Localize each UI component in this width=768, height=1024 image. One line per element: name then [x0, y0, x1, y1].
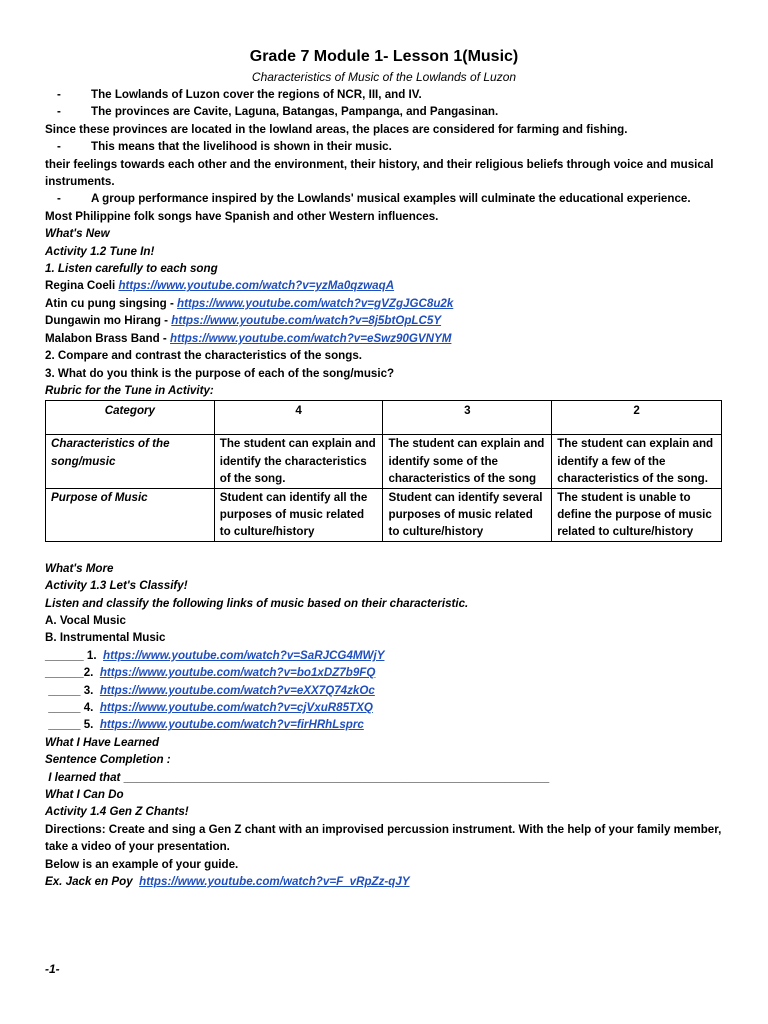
page-number: -1- [45, 962, 60, 976]
learned-heading: What I Have Learned [45, 735, 160, 749]
classify-link[interactable]: https://www.youtube.com/watch?v=cjVxuR85TXQ [99, 701, 373, 714]
answer-blank[interactable]: _____ [48, 701, 81, 714]
whats-new-heading: What's New [45, 227, 110, 241]
rubric-category: Purpose of Music [46, 488, 215, 541]
rubric-table [45, 400, 722, 541]
classify-link[interactable]: https://www.youtube.com/watch?v=eXX7Q74zkOc [99, 683, 375, 697]
activity-1-4-heading: Activity 1.4 Gen Z Chants! [45, 805, 189, 819]
step-1: 1. Listen carefully to each song [45, 262, 218, 276]
learned-prompt: I learned that __________________________________________________________________ [45, 769, 735, 786]
classify-link[interactable]: https://www.youtube.com/watch?v=SaRJCG4MWjY [103, 648, 385, 662]
rubric-header-row [46, 401, 722, 435]
rubric-cell: Student can identify several purposes of music related to culture/history [383, 488, 552, 541]
classify-item: _____ 5. https://www.youtube.com/watch?v=firHRhLsprc [45, 716, 735, 733]
rubric-header-category: Category [46, 401, 215, 435]
page-title: Grade 7 Module 1- Lesson 1(Music) [249, 48, 519, 65]
answer-blank[interactable]: _____ [48, 683, 81, 697]
intro-paragraph: Most Philippine folk songs have Spanish and other Western influences. [45, 209, 439, 223]
guide-text: Below is an example of your guide. [45, 857, 239, 871]
classify-instruction: Listen and classify the following links of music based on their characteristic. [45, 596, 469, 610]
intro-bullet: - The provinces are Cavite, Laguna, Batangas, Pampanga, and Pangasinan. [57, 105, 499, 119]
classify-item: ______ 1. https://www.youtube.com/watch?v=SaRJCG4MWjY [45, 647, 735, 664]
rubric-row [46, 488, 722, 541]
rubric-cell: Student can identify all the purposes of music related to culture/history [214, 488, 383, 541]
song-link[interactable]: https://www.youtube.com/watch?v=gVZgJGC8u2k [177, 296, 454, 310]
rubric-cell: The student can explain and identify a few of the characteristics of the song. [552, 435, 722, 488]
classify-item: _____ 4. https://www.youtube.com/watch?v=cjVxuR85TXQ [45, 699, 735, 716]
rubric-category: Characteristics of the song/music [46, 435, 215, 488]
example-item: Ex. Jack en Poy https://www.youtube.com/watch?v=F_vRpZz-qJY [45, 875, 410, 889]
rubric-header-3: 3 [383, 401, 552, 435]
step-2: 2. Compare and contrast the characteristics of the songs. [45, 349, 362, 363]
answer-blank[interactable]: ______ [45, 648, 84, 662]
example-link[interactable]: https://www.youtube.com/watch?v=F_vRpZz-qJY [139, 875, 410, 889]
song-link[interactable]: https://www.youtube.com/watch?v=eSwz90GVNYM [170, 331, 452, 345]
song-item: Dungawin mo Hirang - https://www.youtube.com/watch?v=8j5btOpLC5Y [45, 314, 442, 328]
lesson-content [45, 86, 735, 890]
intro-bullet: - A group performance inspired by the Lowlands' musical examples will culminate the educational experience. [57, 192, 691, 206]
song-item: Malabon Brass Band - https://www.youtube.com/watch?v=eSwz90GVNYM [45, 331, 452, 345]
intro-bullet: - The Lowlands of Luzon cover the regions of NCR, III, and IV. [57, 88, 422, 101]
classify-item: _____ 3. https://www.youtube.com/watch?v=eXX7Q74zkOc [45, 682, 735, 699]
activity-1-3-heading: Activity 1.3 Let's Classify! [45, 579, 188, 593]
intro-bullet: - This means that the livelihood is shown in their music. [57, 140, 392, 154]
intro-paragraph: their feelings towards each other and the environment, their history, and their religious beliefs through voice and musical instruments. [45, 157, 714, 189]
rubric-header-2: 2 [552, 401, 722, 435]
rubric-cell: The student can explain and identify some of the characteristics of the song [383, 435, 552, 488]
rubric-title: Rubric for the Tune in Activity: [45, 383, 214, 397]
song-item: Atin cu pung singsing - https://www.youtube.com/watch?v=gVZgJGC8u2k [45, 296, 454, 310]
directions: Directions: Create and sing a Gen Z chant with an improvised percussion instrument. With the help of your family member, take a video of your presentation. [45, 822, 722, 854]
song-link[interactable]: https://www.youtube.com/watch?v=8j5btOpLC5Y [171, 314, 442, 328]
classify-link[interactable]: https://www.youtube.com/watch?v=firHRhLsprc [99, 718, 364, 732]
answer-blank[interactable]: ______ [45, 666, 84, 680]
rubric-cell: The student is unable to define the purpose of music related to culture/history [552, 488, 722, 541]
song-item: Regina Coeli https://www.youtube.com/watch?v=yzMa0qzwaqA [45, 279, 395, 293]
rubric-header-4: 4 [214, 401, 383, 435]
sentence-completion-label: Sentence Completion : [45, 753, 171, 767]
classify-link[interactable]: https://www.youtube.com/watch?v=bo1xDZ7b9FQ [99, 666, 376, 680]
rubric-cell: The student can explain and identify the characteristics of the song. [214, 435, 383, 488]
rubric-row [46, 435, 722, 488]
step-3: 3. What do you think is the purpose of each of the song/music? [45, 366, 395, 380]
activity-1-2-heading: Activity 1.2 Tune In! [45, 244, 155, 258]
intro-paragraph: Since these provinces are located in the lowland areas, the places are considered for farming and fishing. [45, 122, 628, 136]
option-a: A. Vocal Music [45, 613, 126, 627]
option-b: B. Instrumental Music [45, 631, 166, 645]
page-subtitle: Characteristics of Music of the Lowlands of Luzon [251, 70, 517, 84]
whats-more-heading: What's More [45, 561, 114, 575]
classify-item: ______2. https://www.youtube.com/watch?v=bo1xDZ7b9FQ [45, 664, 735, 681]
answer-blank[interactable]: _____ [48, 718, 81, 732]
song-link[interactable]: https://www.youtube.com/watch?v=yzMa0qzwaqA [118, 279, 395, 293]
learned-answer-line[interactable]: __________________________________________________________________ [123, 770, 550, 784]
can-do-heading: What I Can Do [45, 788, 124, 802]
